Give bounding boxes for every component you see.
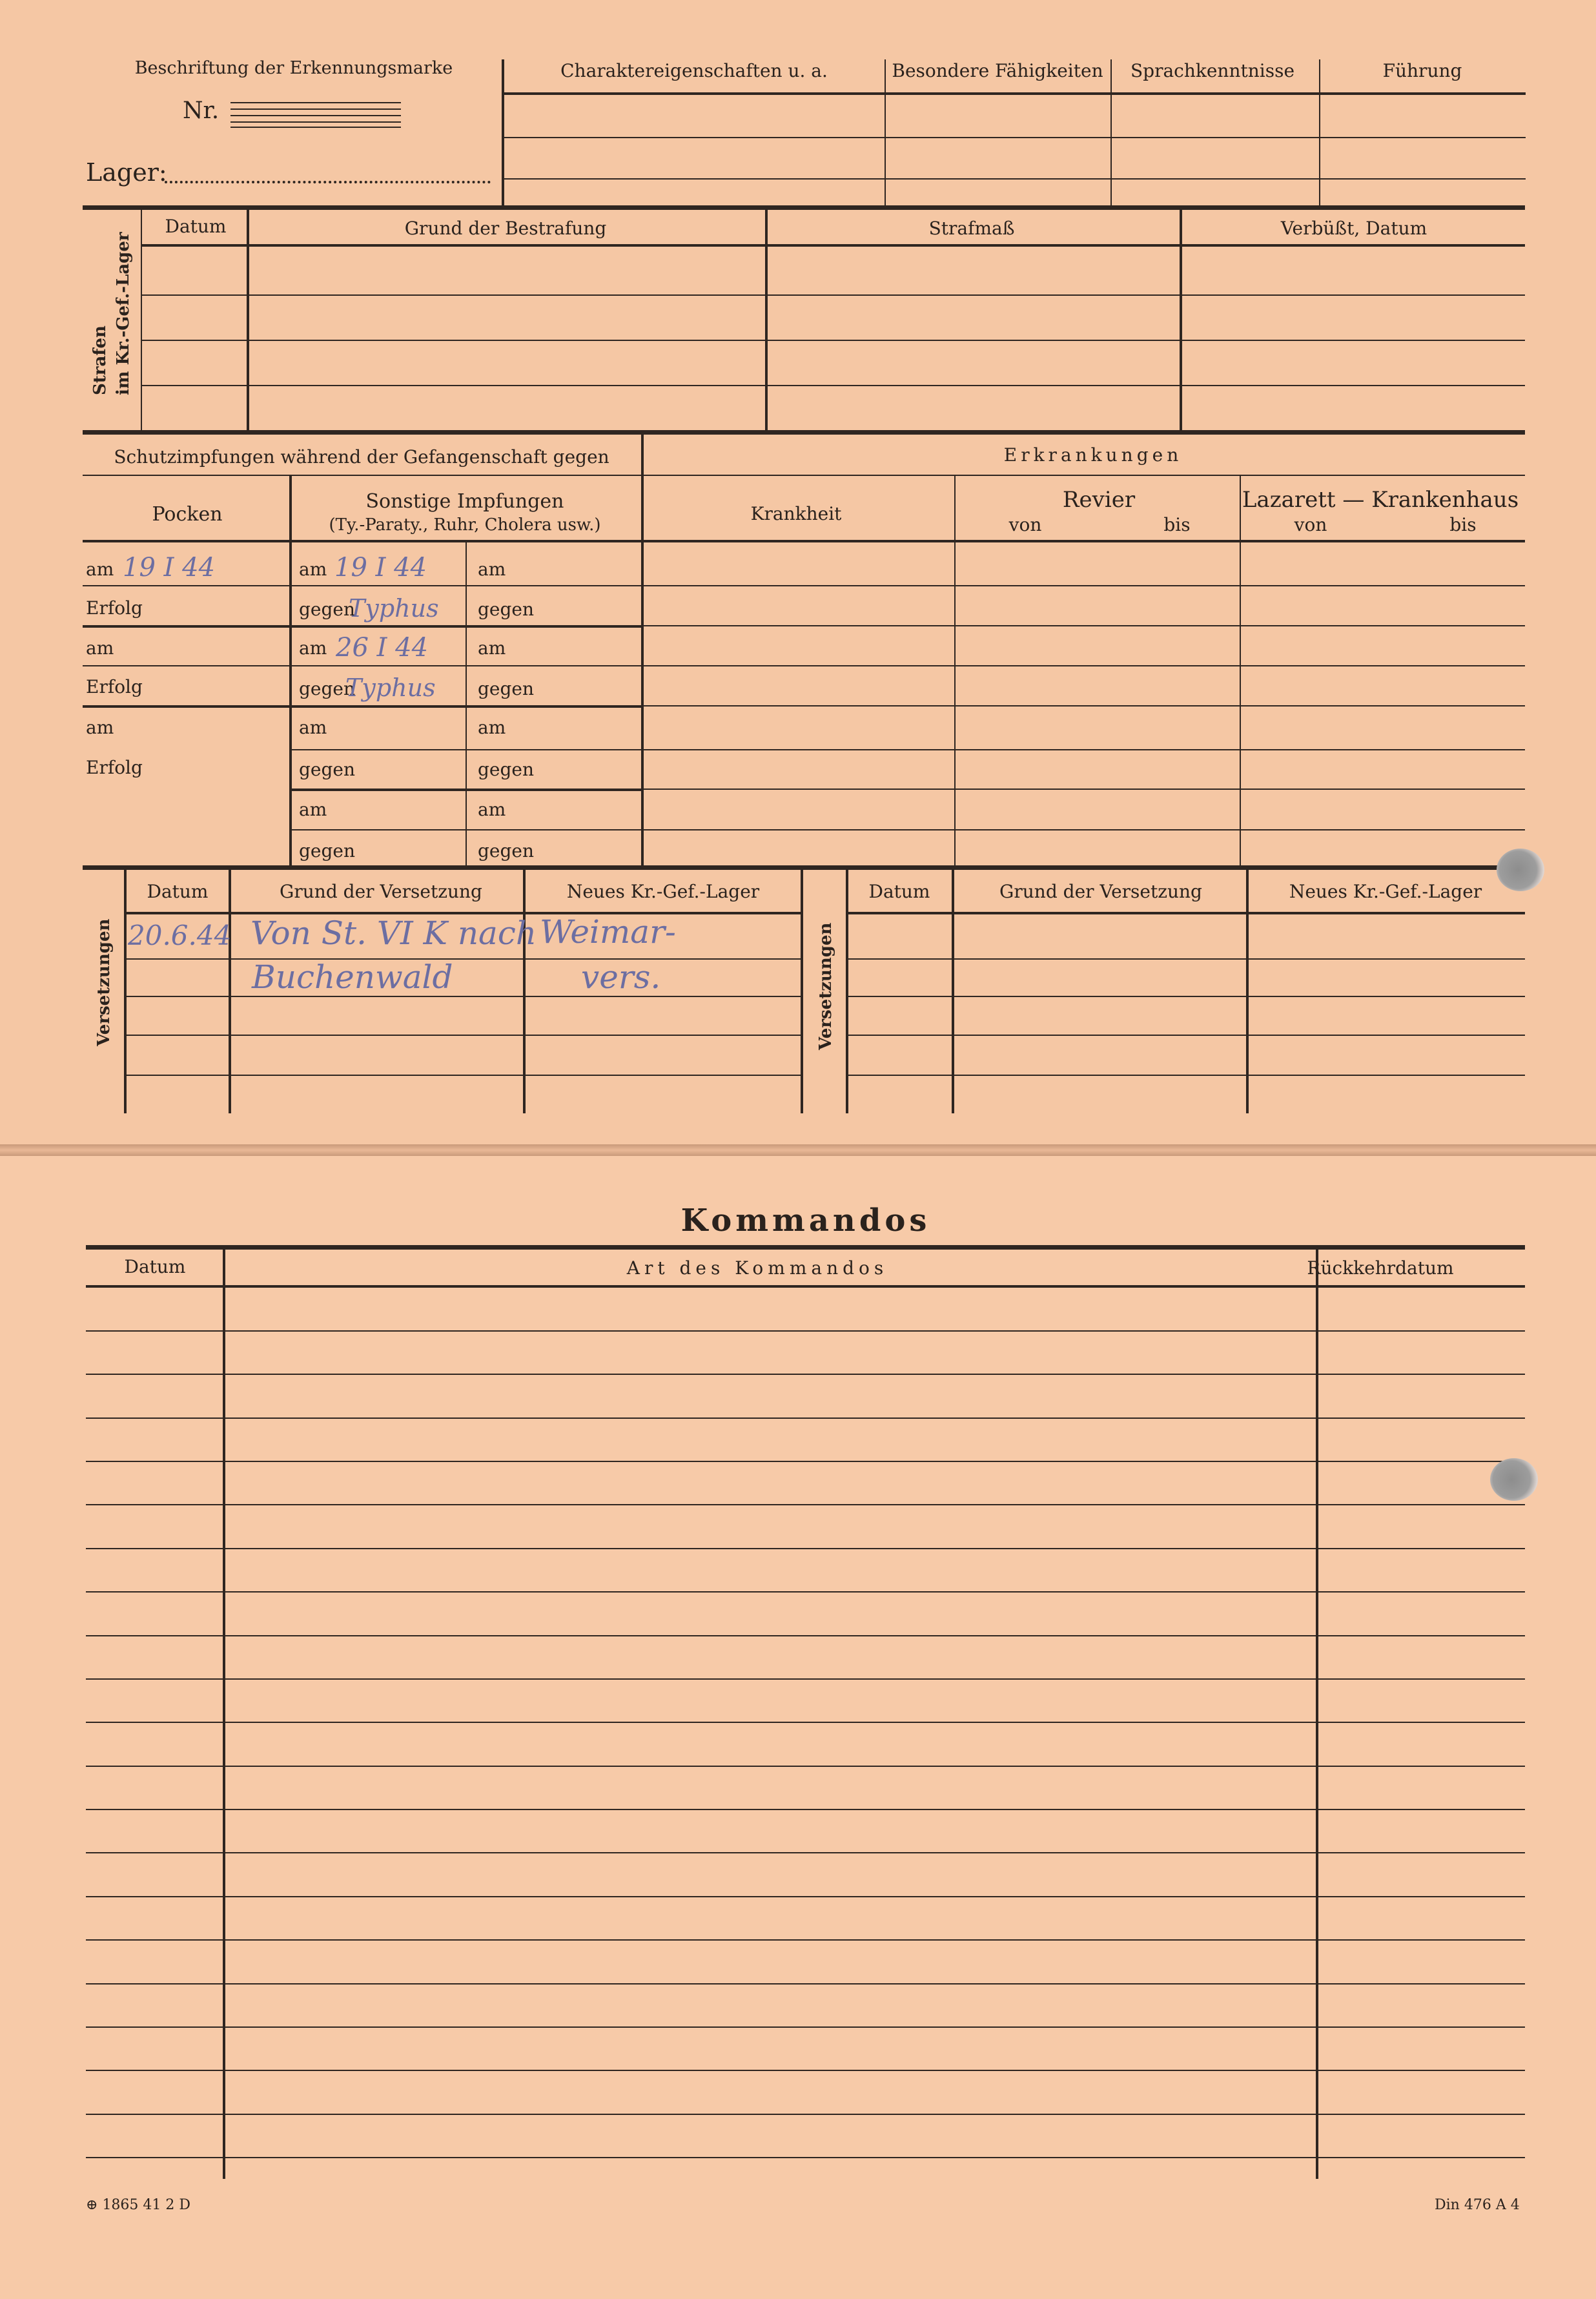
sonst-gegen-2-handwritten: Typhus	[345, 674, 436, 702]
kommando-row-line	[86, 1939, 1525, 1941]
pocken-am-2: am	[86, 637, 114, 659]
rueckkehr-header: Rückkehrdatum	[1307, 1257, 1454, 1279]
vers-neues-header-left: Neues Kr.-Gef.-Lager	[566, 881, 760, 902]
impfungen-title: Schutzimpfungen während der Gefangenschaft gegen	[114, 446, 609, 468]
sonst1-gegen-3: gegen	[299, 759, 356, 780]
sonst2-gegen-4: gegen	[478, 840, 535, 861]
krankheit-header: Krankheit	[750, 503, 842, 524]
vers-neues-header-right: Neues Kr.-Gef.-Lager	[1289, 881, 1482, 902]
pocken-am-1: am	[86, 559, 114, 580]
footer-din: Din 476 A 4	[1435, 2197, 1520, 2213]
pocken-erfolg-2: Erfolg	[86, 676, 143, 697]
kommando-row-line	[86, 1896, 1525, 1897]
vers-neues-2-handwritten: vers.	[581, 958, 661, 996]
sonstige-subheader: (Ty.-Paraty., Ruhr, Cholera usw.)	[329, 515, 601, 535]
kommando-row-line	[86, 1548, 1525, 1549]
sonst-date-2-handwritten: 26 I 44	[336, 633, 429, 663]
vers-grund-2-handwritten: Buchenwald	[252, 958, 453, 996]
vers-grund-header-left: Grund der Versetzung	[280, 881, 482, 902]
card-fold	[0, 1144, 1596, 1156]
kommando-row-line	[86, 1374, 1525, 1375]
marke-label: Beschriftung der Erkennungsmarke	[134, 58, 453, 78]
lager-label: Lager:	[86, 158, 167, 187]
kommando-row-line	[86, 1809, 1525, 1810]
kommando-row-line	[86, 1766, 1525, 1767]
sonst1-am-3: am	[299, 717, 327, 738]
sprachen-header: Sprachkenntnisse	[1130, 60, 1295, 81]
faehigkeiten-header: Besondere Fähigkeiten	[892, 60, 1103, 81]
sonst-date-1-handwritten: 19 I 44	[334, 553, 427, 582]
revier-bis: bis	[1163, 514, 1191, 535]
kommando-row-line	[86, 1418, 1525, 1419]
kommando-row-line	[86, 1852, 1525, 1853]
kommando-row-line	[86, 2114, 1525, 2115]
sonst1-am-2: am	[299, 637, 327, 659]
pocken-am-3: am	[86, 717, 114, 738]
fuehrung-header: Führung	[1382, 60, 1462, 81]
vers-datum-header-left: Datum	[147, 881, 209, 902]
sonst2-gegen-2: gegen	[478, 678, 535, 699]
footer-logo-icon: ⊕	[86, 2197, 98, 2213]
kommandos-title: Kommandos	[680, 1202, 931, 1239]
kommando-row-line	[86, 1678, 1525, 1680]
pocken-erfolg-3: Erfolg	[86, 757, 143, 778]
sonst2-gegen-3: gegen	[478, 759, 535, 780]
strafen-datum-header: Datum	[165, 216, 227, 237]
kommando-row-line	[86, 1461, 1525, 1462]
pocken-header: Pocken	[152, 503, 223, 526]
kommando-row-line	[86, 2026, 1525, 2028]
kommando-row-line	[86, 1983, 1525, 1985]
lazarett-header: Lazarett — Krankenhaus	[1242, 487, 1519, 513]
charakter-header: Charaktereigenschaften u. a.	[560, 60, 828, 81]
kommando-datum-header: Datum	[124, 1256, 186, 1277]
vers-datum-header-right: Datum	[868, 881, 930, 902]
sonst2-am-1: am	[478, 559, 506, 580]
vers-neues-1-handwritten: Weimar-	[540, 913, 676, 951]
lager-input-line[interactable]	[165, 181, 491, 183]
kommando-art-header: Art des Kommandos	[626, 1257, 888, 1279]
sonst2-am-4: am	[478, 799, 506, 820]
nr-label: Nr.	[183, 98, 220, 124]
revier-header: Revier	[1062, 487, 1136, 513]
kommando-row-line	[86, 1504, 1525, 1505]
strafen-side-label-2: im Kr.-Gef.-Lager	[114, 232, 133, 395]
sonstige-header: Sonstige Impfungen	[365, 490, 564, 513]
pocken-erfolg-1: Erfolg	[86, 597, 143, 619]
kommando-row-line	[86, 1722, 1525, 1723]
strafen-grund-header: Grund der Bestrafung	[404, 218, 607, 239]
bottom-card	[0, 1156, 1596, 2299]
erkrankungen-title: Erkrankungen	[1003, 444, 1183, 466]
sonst1-gegen-2: gegen	[299, 678, 356, 699]
kommando-row-line	[86, 1330, 1525, 1332]
lazarett-von: von	[1294, 514, 1327, 535]
kommando-row-line	[86, 1591, 1525, 1593]
punch-hole-bottom	[1490, 1458, 1538, 1501]
punch-hole-top	[1497, 849, 1544, 891]
kommando-row-line	[86, 2157, 1525, 2158]
versetzungen-side-label-left: Versetzungen	[94, 918, 114, 1046]
sonst1-gegen-4: gegen	[299, 840, 356, 861]
sonst2-am-3: am	[478, 717, 506, 738]
verbuesst-header: Verbüßt, Datum	[1280, 218, 1427, 239]
vers-grund-header-right: Grund der Versetzung	[999, 881, 1202, 902]
sonst1-am-4: am	[299, 799, 327, 820]
versetzungen-side-label-right: Versetzungen	[816, 922, 835, 1050]
kommando-row-line	[86, 1635, 1525, 1636]
sonst1-gegen-1: gegen	[299, 599, 356, 620]
strafen-side-label-1: Strafen	[90, 325, 110, 395]
sonst2-gegen-1: gegen	[478, 599, 535, 620]
revier-von: von	[1008, 514, 1042, 535]
kommando-row-line	[86, 2070, 1525, 2071]
sonst2-am-2: am	[478, 637, 506, 659]
sonst-gegen-1-handwritten: Typhus	[349, 594, 439, 623]
top-card	[0, 0, 1596, 1144]
sonst1-am-1: am	[299, 559, 327, 580]
footer-form-number: ⊕ 1865 41 2 D	[86, 2197, 191, 2213]
lazarett-bis: bis	[1449, 514, 1477, 535]
vers-datum-handwritten: 20.6.44	[128, 920, 232, 951]
strafmass-header: Strafmaß	[928, 218, 1015, 239]
vers-grund-1-handwritten: Von St. VI K nach	[251, 914, 537, 952]
pocken-date-handwritten: 19 I 44	[123, 553, 216, 582]
